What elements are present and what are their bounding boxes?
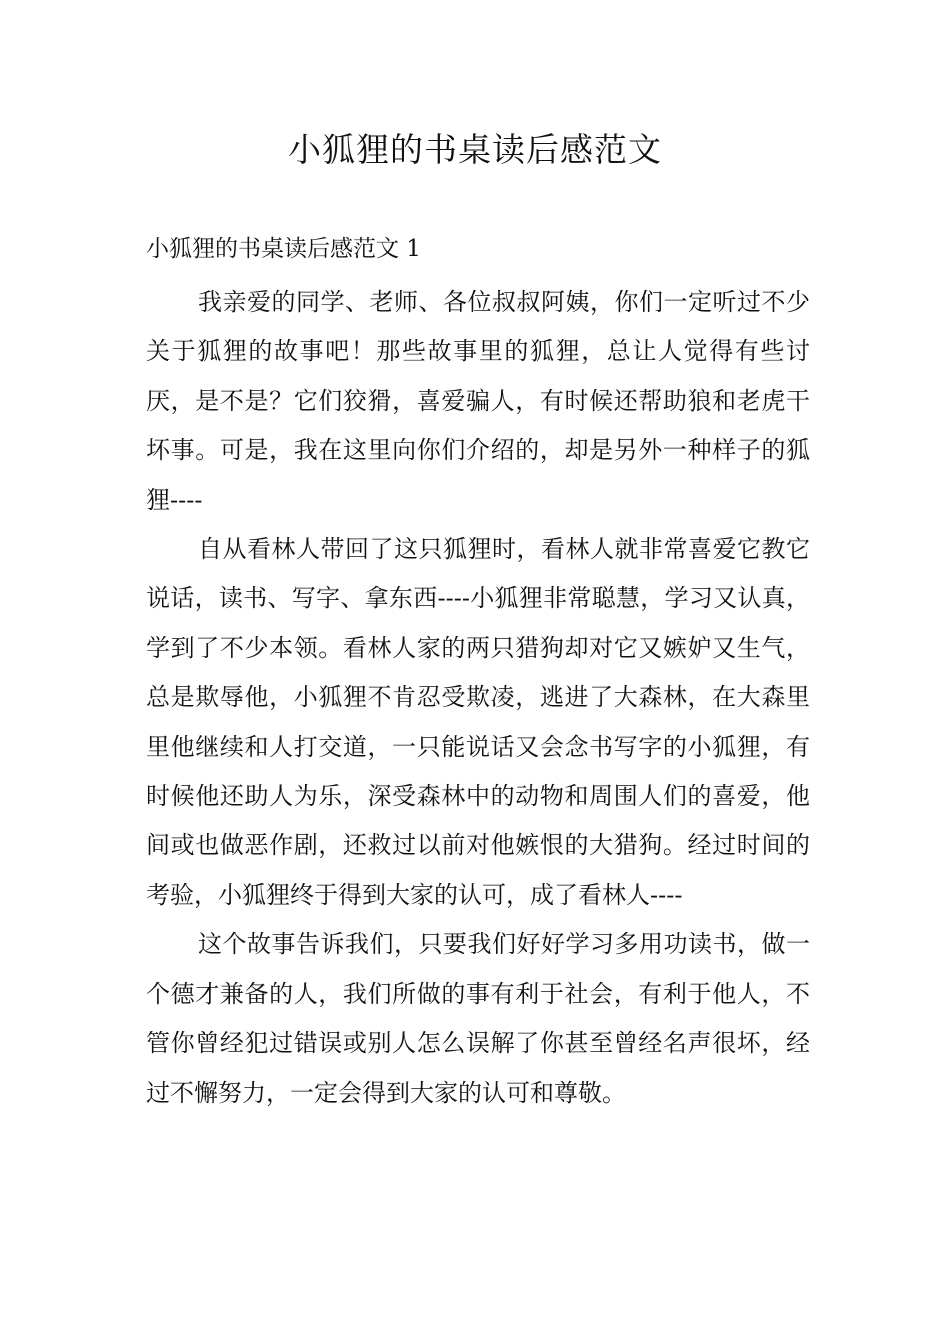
article-body <box>146 278 810 1118</box>
paragraph-3: 这个故事告诉我们，只要我们好好学习多用功读书，做一个德才兼备的人，我们所做的事有利于社会，有利于他人，不管你曾经犯过错误或别人怎么误解了你甚至曾经名声很坏，经过不懈努力，一定会得到大家的认可和尊敬。 <box>146 930 810 1107</box>
section-heading: 小狐狸的书桌读后感范文 1 <box>146 236 421 262</box>
paragraph-2: 自从看林人带回了这只狐狸时，看林人就非常喜爱它教它说话，读书、写字、拿东西----小狐狸非常聪慧，学习又认真，学到了不少本领。看林人家的两只猎狗却对它又嫉妒又生气，总是欺辱他，小狐狸不肯忍受欺凌，逃进了大森林，在大森里里他继续和人打交道，一只能说话又会念书写字的小狐狸，有时候他还助人为乐，深受森林中的动物和周围人们的喜爱，他间或也做恶作剧，还救过以前对他嫉恨的大猎狗。经过时间的考验，小狐狸终于得到大家的认可，成了看林人---- <box>146 535 810 909</box>
paragraph-1: 我亲爱的同学、老师、各位叔叔阿姨，你们一定听过不少关于狐狸的故事吧！那些故事里的狐狸，总让人觉得有些讨厌，是不是？它们狡猾，喜爱骗人，有时候还帮助狼和老虎干坏事。可是，我在这里向你们介绍的，却是另外一种样子的狐狸---- <box>146 288 810 514</box>
page-title: 小狐狸的书桌读后感范文 <box>288 130 662 169</box>
